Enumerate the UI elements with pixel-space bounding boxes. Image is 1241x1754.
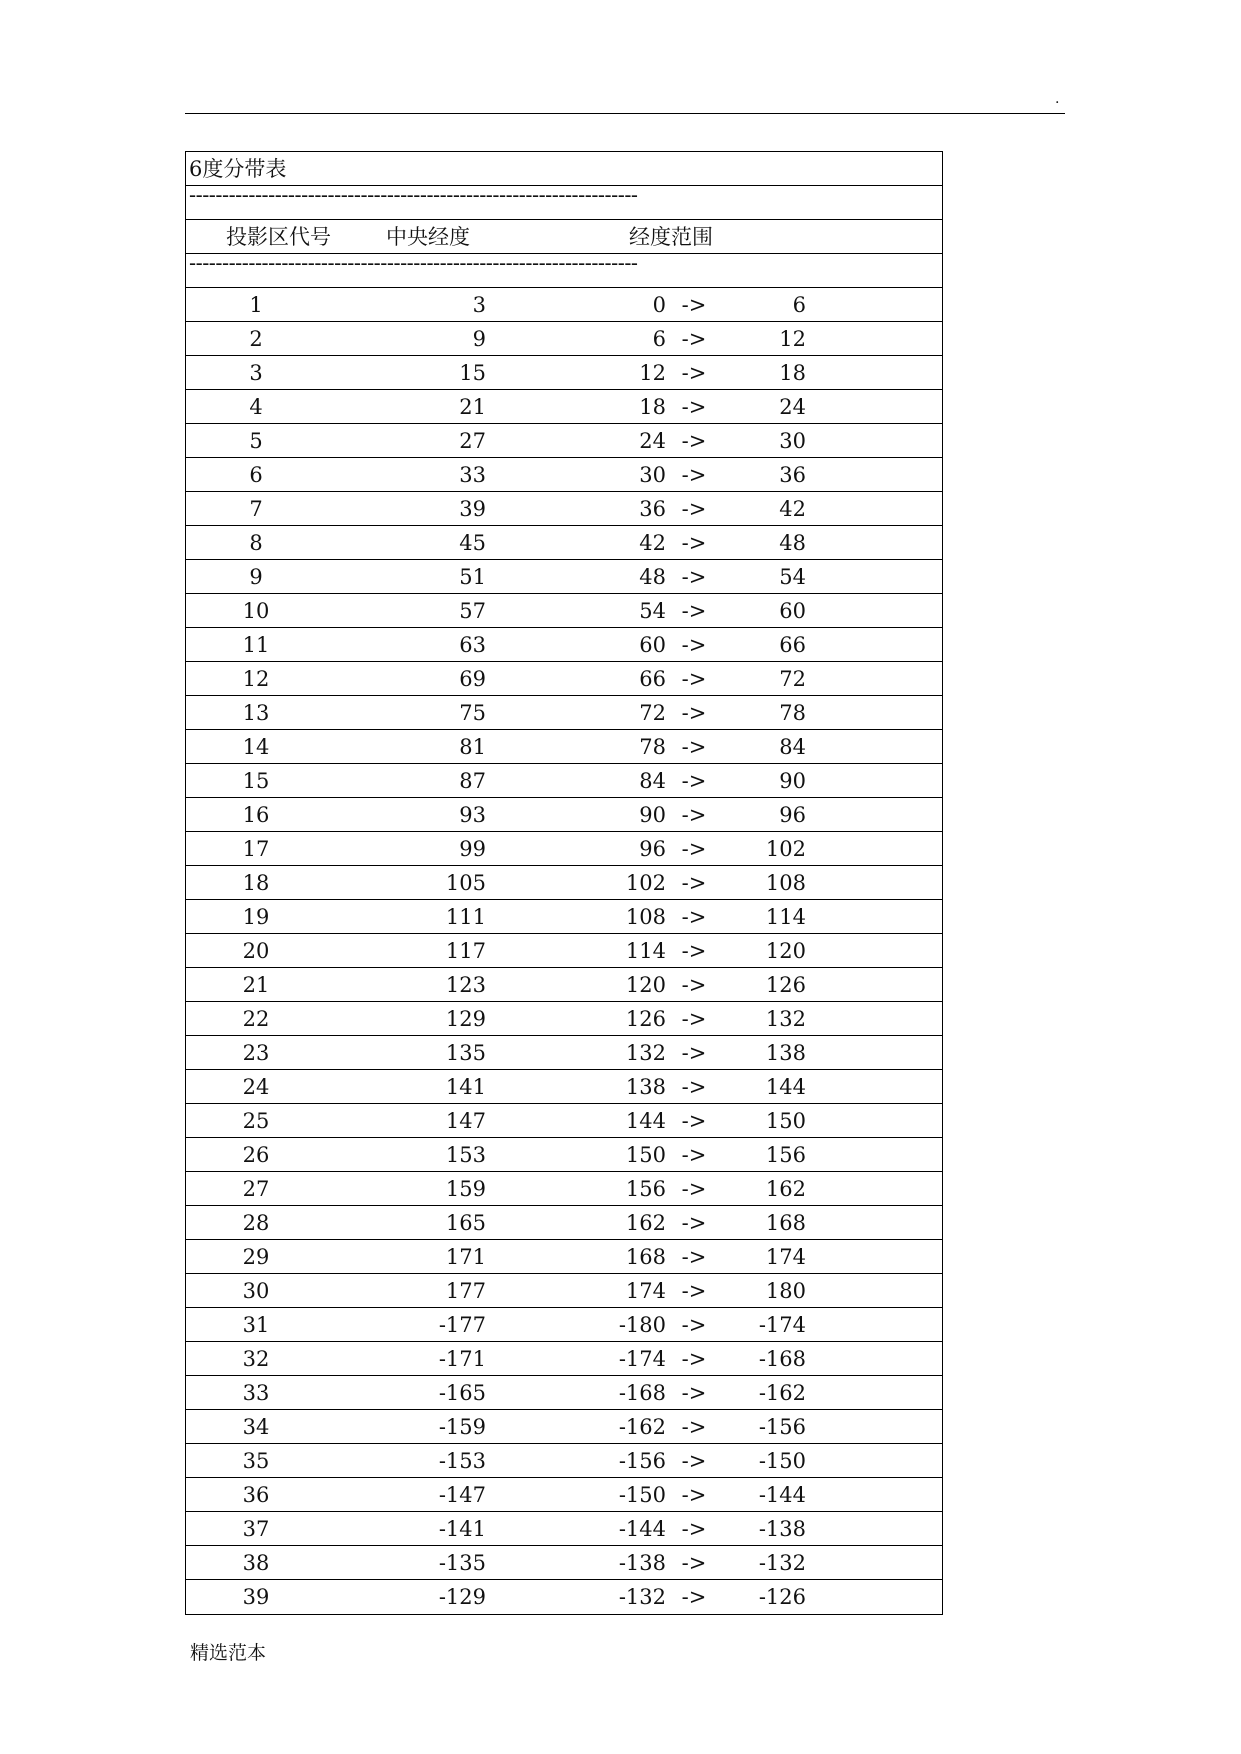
range-from-cell: 96 — [639, 837, 666, 861]
zone-cell: 35 — [242, 1449, 270, 1473]
zone-cell: 23 — [242, 1041, 270, 1065]
zone-cell: 10 — [242, 599, 270, 623]
central-meridian-cell: 45 — [459, 531, 486, 555]
table-row — [186, 1172, 942, 1206]
zone-cell: 14 — [242, 735, 270, 759]
range-to-cell: 84 — [779, 735, 806, 759]
central-meridian-cell: 75 — [459, 701, 486, 725]
table-row — [186, 832, 942, 866]
range-to-cell: 48 — [779, 531, 806, 555]
zone-cell: 33 — [242, 1381, 270, 1405]
central-meridian-cell: 141 — [445, 1075, 486, 1099]
central-meridian-cell: 69 — [459, 667, 486, 691]
range-arrow: -> — [681, 701, 707, 725]
range-arrow: -> — [681, 837, 707, 861]
range-from-cell: 24 — [639, 429, 666, 453]
range-to-cell: 144 — [765, 1075, 806, 1099]
zone-cell: 15 — [242, 769, 270, 793]
range-arrow: -> — [681, 1449, 707, 1473]
range-from-cell: 156 — [625, 1177, 666, 1201]
range-from-cell: 120 — [625, 973, 666, 997]
range-to-cell: 78 — [779, 701, 806, 725]
central-meridian-cell: 165 — [445, 1211, 486, 1235]
range-arrow: -> — [681, 1551, 707, 1575]
zone-cell: 8 — [249, 531, 263, 555]
table-row — [186, 934, 942, 968]
zone-cell: 2 — [249, 327, 263, 351]
range-arrow: -> — [681, 1313, 707, 1337]
range-from-cell: -162 — [618, 1415, 666, 1439]
zone-cell: 36 — [242, 1483, 270, 1507]
table-row — [186, 1580, 942, 1614]
range-from-cell: -132 — [618, 1585, 666, 1609]
central-meridian-cell: 9 — [472, 327, 486, 351]
zone-cell: 27 — [242, 1177, 270, 1201]
range-to-cell: 168 — [765, 1211, 806, 1235]
table-body — [186, 288, 942, 1614]
range-to-cell: -144 — [758, 1483, 806, 1507]
range-from-cell: 72 — [639, 701, 666, 725]
range-to-cell: 180 — [765, 1279, 806, 1303]
range-to-cell: 90 — [779, 769, 806, 793]
zone-cell: 16 — [242, 803, 270, 827]
zone-cell: 11 — [242, 633, 270, 657]
table-row — [186, 390, 942, 424]
range-from-cell: -174 — [618, 1347, 666, 1371]
range-from-cell: 90 — [639, 803, 666, 827]
range-arrow: -> — [681, 1585, 707, 1609]
range-to-cell: 156 — [765, 1143, 806, 1167]
central-meridian-cell: -129 — [438, 1585, 486, 1609]
central-meridian-cell: -165 — [438, 1381, 486, 1405]
range-arrow: -> — [681, 361, 707, 385]
central-meridian-cell: -141 — [438, 1517, 486, 1541]
range-arrow: -> — [681, 429, 707, 453]
zone-cell: 12 — [242, 667, 270, 691]
range-from-cell: 54 — [639, 599, 666, 623]
table-row — [186, 526, 942, 560]
range-from-cell: 150 — [625, 1143, 666, 1167]
range-from-cell: 12 — [639, 361, 666, 385]
zone-cell: 18 — [242, 871, 270, 895]
central-meridian-cell: 111 — [445, 905, 486, 929]
range-from-cell: 102 — [625, 871, 666, 895]
central-meridian-cell: 39 — [459, 497, 486, 521]
range-to-cell: -156 — [758, 1415, 806, 1439]
table-row — [186, 628, 942, 662]
central-meridian-cell: -177 — [438, 1313, 486, 1337]
header-zone: 投影区代号 — [226, 225, 331, 249]
range-from-cell: 78 — [639, 735, 666, 759]
zone-cell: 20 — [242, 939, 270, 963]
range-to-cell: -132 — [758, 1551, 806, 1575]
table-row — [186, 1036, 942, 1070]
range-from-cell: 18 — [639, 395, 666, 419]
range-arrow: -> — [681, 327, 707, 351]
range-to-cell: 66 — [779, 633, 806, 657]
range-from-cell: 174 — [625, 1279, 666, 1303]
range-arrow: -> — [681, 667, 707, 691]
table-row — [186, 560, 942, 594]
range-arrow: -> — [681, 1517, 707, 1541]
central-meridian-cell: -147 — [438, 1483, 486, 1507]
zone-cell: 30 — [242, 1279, 270, 1303]
range-arrow: -> — [681, 735, 707, 759]
range-from-cell: 114 — [625, 939, 666, 963]
separator-line: -------------------------------------------------------------------- — [189, 183, 638, 207]
range-arrow: -> — [681, 463, 707, 487]
table-row — [186, 288, 942, 322]
table-row — [186, 322, 942, 356]
table-row — [186, 356, 942, 390]
central-meridian-cell: -153 — [438, 1449, 486, 1473]
zone-cell: 5 — [249, 429, 263, 453]
table-row — [186, 1376, 942, 1410]
zone-cell: 4 — [249, 395, 263, 419]
range-from-cell: 144 — [625, 1109, 666, 1133]
range-to-cell: -162 — [758, 1381, 806, 1405]
zone-cell: 32 — [242, 1347, 270, 1371]
range-to-cell: 108 — [765, 871, 806, 895]
central-meridian-cell: 81 — [459, 735, 486, 759]
central-meridian-cell: 171 — [445, 1245, 486, 1269]
table-row — [186, 1206, 942, 1240]
range-from-cell: 162 — [625, 1211, 666, 1235]
zone-cell: 17 — [242, 837, 270, 861]
zone-cell: 28 — [242, 1211, 270, 1235]
central-meridian-cell: 147 — [445, 1109, 486, 1133]
table-row — [186, 1478, 942, 1512]
separator-row — [186, 183, 942, 220]
range-arrow: -> — [681, 1483, 707, 1507]
header-central: 中央经度 — [386, 225, 470, 249]
range-to-cell: 162 — [765, 1177, 806, 1201]
range-arrow: -> — [681, 531, 707, 555]
range-from-cell: 42 — [639, 531, 666, 555]
separator-line: -------------------------------------------------------------------- — [189, 251, 638, 275]
range-to-cell: 114 — [765, 905, 806, 929]
range-from-cell: 48 — [639, 565, 666, 589]
table-row — [186, 730, 942, 764]
header-range: 经度范围 — [629, 225, 713, 249]
zone-cell: 6 — [249, 463, 263, 487]
range-to-cell: 96 — [779, 803, 806, 827]
table-row — [186, 1002, 942, 1036]
zone-cell: 37 — [242, 1517, 270, 1541]
range-arrow: -> — [681, 1347, 707, 1371]
table-row — [186, 1070, 942, 1104]
central-meridian-cell: 129 — [445, 1007, 486, 1031]
zone-cell: 7 — [249, 497, 263, 521]
central-meridian-cell: 57 — [459, 599, 486, 623]
range-from-cell: 108 — [625, 905, 666, 929]
central-meridian-cell: 3 — [472, 293, 486, 317]
range-arrow: -> — [681, 871, 707, 895]
range-from-cell: -180 — [618, 1313, 666, 1337]
range-to-cell: 60 — [779, 599, 806, 623]
central-meridian-cell: 153 — [445, 1143, 486, 1167]
range-to-cell: -126 — [758, 1585, 806, 1609]
table-row — [186, 968, 942, 1002]
range-arrow: -> — [681, 633, 707, 657]
range-arrow: -> — [681, 1109, 707, 1133]
table-row — [186, 492, 942, 526]
zone-cell: 1 — [249, 293, 263, 317]
range-to-cell: -150 — [758, 1449, 806, 1473]
central-meridian-cell: 21 — [459, 395, 486, 419]
zone-cell: 3 — [249, 361, 263, 385]
range-from-cell: -168 — [618, 1381, 666, 1405]
table-row — [186, 1444, 942, 1478]
range-arrow: -> — [681, 905, 707, 929]
range-from-cell: 132 — [625, 1041, 666, 1065]
central-meridian-cell: 33 — [459, 463, 486, 487]
range-from-cell: 168 — [625, 1245, 666, 1269]
range-arrow: -> — [681, 1143, 707, 1167]
range-arrow: -> — [681, 1211, 707, 1235]
table-row — [186, 764, 942, 798]
range-arrow: -> — [681, 1279, 707, 1303]
range-to-cell: 138 — [765, 1041, 806, 1065]
range-arrow: -> — [681, 1177, 707, 1201]
zone-cell: 9 — [249, 565, 263, 589]
table-row — [186, 1342, 942, 1376]
table-row — [186, 458, 942, 492]
range-arrow: -> — [681, 1007, 707, 1031]
central-meridian-cell: 105 — [445, 871, 486, 895]
zone-cell: 38 — [242, 1551, 270, 1575]
range-from-cell: 60 — [639, 633, 666, 657]
central-meridian-cell: -135 — [438, 1551, 486, 1575]
range-arrow: -> — [681, 395, 707, 419]
range-to-cell: 12 — [779, 327, 806, 351]
range-arrow: -> — [681, 939, 707, 963]
table-title: 6度分带表 — [189, 157, 287, 181]
separator-row — [186, 251, 942, 288]
central-meridian-cell: -159 — [438, 1415, 486, 1439]
zone-cell: 22 — [242, 1007, 270, 1031]
range-to-cell: 120 — [765, 939, 806, 963]
range-to-cell: 102 — [765, 837, 806, 861]
zone-table — [185, 151, 943, 1615]
table-row — [186, 1274, 942, 1308]
range-from-cell: -150 — [618, 1483, 666, 1507]
central-meridian-cell: 135 — [445, 1041, 486, 1065]
table-row — [186, 594, 942, 628]
zone-cell: 29 — [242, 1245, 270, 1269]
range-from-cell: 30 — [639, 463, 666, 487]
range-from-cell: 6 — [652, 327, 666, 351]
table-row — [186, 1104, 942, 1138]
table-row — [186, 1512, 942, 1546]
range-to-cell: -174 — [758, 1313, 806, 1337]
zone-cell: 21 — [242, 973, 270, 997]
central-meridian-cell: 93 — [459, 803, 486, 827]
central-meridian-cell: 15 — [459, 361, 486, 385]
table-row — [186, 662, 942, 696]
range-to-cell: 30 — [779, 429, 806, 453]
range-arrow: -> — [681, 1415, 707, 1439]
range-to-cell: 18 — [779, 361, 806, 385]
central-meridian-cell: 159 — [445, 1177, 486, 1201]
footer-text: 精选范本 — [190, 1642, 267, 1664]
range-arrow: -> — [681, 1041, 707, 1065]
table-row — [186, 1546, 942, 1580]
table-row — [186, 424, 942, 458]
range-to-cell: -168 — [758, 1347, 806, 1371]
range-arrow: -> — [681, 1245, 707, 1269]
zone-cell: 25 — [242, 1109, 270, 1133]
range-to-cell: 36 — [779, 463, 806, 487]
central-meridian-cell: 99 — [459, 837, 486, 861]
range-arrow: -> — [681, 769, 707, 793]
table-row — [186, 1240, 942, 1274]
range-to-cell: 72 — [779, 667, 806, 691]
table-row — [186, 1308, 942, 1342]
central-meridian-cell: 63 — [459, 633, 486, 657]
central-meridian-cell: 87 — [459, 769, 486, 793]
range-arrow: -> — [681, 803, 707, 827]
range-arrow: -> — [681, 973, 707, 997]
header-rule — [185, 113, 1065, 114]
range-to-cell: 126 — [765, 973, 806, 997]
range-to-cell: 132 — [765, 1007, 806, 1031]
table-row — [186, 696, 942, 730]
range-arrow: -> — [681, 599, 707, 623]
table-row — [186, 866, 942, 900]
range-from-cell: 0 — [652, 293, 666, 317]
zone-cell: 24 — [242, 1075, 270, 1099]
range-from-cell: 66 — [639, 667, 666, 691]
range-from-cell: -138 — [618, 1551, 666, 1575]
range-to-cell: -138 — [758, 1517, 806, 1541]
header-mark: . — [1055, 91, 1060, 107]
range-to-cell: 150 — [765, 1109, 806, 1133]
range-from-cell: 138 — [625, 1075, 666, 1099]
table-row — [186, 900, 942, 934]
range-from-cell: 126 — [625, 1007, 666, 1031]
central-meridian-cell: 51 — [459, 565, 486, 589]
range-from-cell: -144 — [618, 1517, 666, 1541]
zone-cell: 19 — [242, 905, 270, 929]
range-arrow: -> — [681, 1075, 707, 1099]
range-to-cell: 6 — [792, 293, 806, 317]
range-arrow: -> — [681, 1381, 707, 1405]
range-arrow: -> — [681, 497, 707, 521]
table-row — [186, 1410, 942, 1444]
table-row — [186, 798, 942, 832]
central-meridian-cell: 117 — [445, 939, 486, 963]
table-row — [186, 1138, 942, 1172]
central-meridian-cell: 27 — [459, 429, 486, 453]
central-meridian-cell: 177 — [445, 1279, 486, 1303]
central-meridian-cell: -171 — [438, 1347, 486, 1371]
range-from-cell: -156 — [618, 1449, 666, 1473]
range-to-cell: 174 — [765, 1245, 806, 1269]
range-to-cell: 54 — [779, 565, 806, 589]
zone-cell: 34 — [242, 1415, 270, 1439]
zone-cell: 39 — [242, 1585, 270, 1609]
zone-cell: 13 — [242, 701, 270, 725]
range-from-cell: 84 — [639, 769, 666, 793]
range-from-cell: 36 — [639, 497, 666, 521]
range-arrow: -> — [681, 293, 707, 317]
range-to-cell: 24 — [779, 395, 806, 419]
range-arrow: -> — [681, 565, 707, 589]
zone-cell: 31 — [242, 1313, 270, 1337]
zone-cell: 26 — [242, 1143, 270, 1167]
central-meridian-cell: 123 — [445, 973, 486, 997]
range-to-cell: 42 — [779, 497, 806, 521]
